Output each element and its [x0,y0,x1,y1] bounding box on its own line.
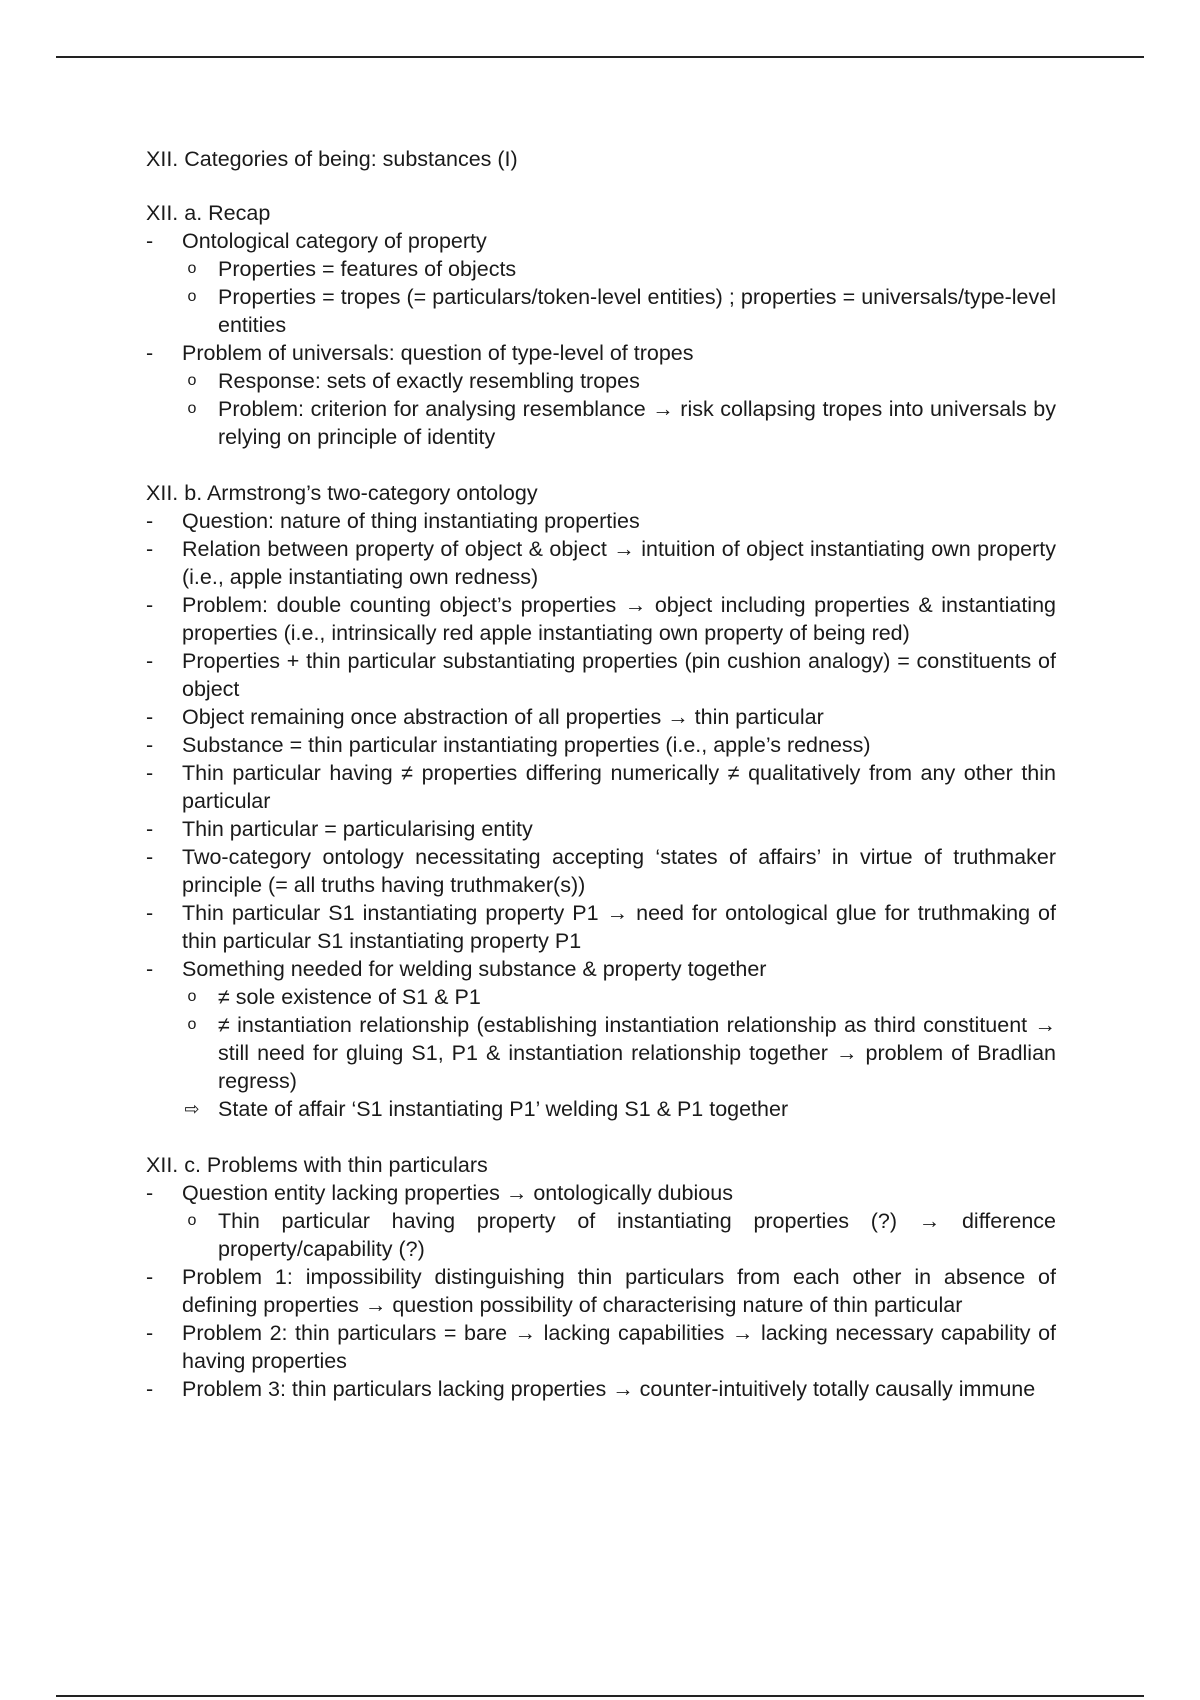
section [146,199,1056,451]
circle-bullet-icon: o [187,372,197,389]
sub-bullet-item [146,1095,1056,1123]
footer-rule [56,1695,1144,1697]
bullet-item: - Thin particular having ≠ properties differing numerically ≠ qualitatively from any other thin particular [146,759,1056,815]
bullet-item: - Problem 2: thin particulars = bare → lacking capabilities → lacking necessary capability of having properties [146,1319,1056,1375]
circle-bullet-icon: o [187,260,197,277]
sub-bullet-text: Response: sets of exactly resembling tropes [218,369,640,393]
bullet-item: - Problem 1: impossibility distinguishing thin particulars from each other in absence of defining properties → question possibility of characterising nature of thin particular [146,1263,1056,1319]
sub-bullet-text: State of affair ‘S1 instantiating P1’ welding S1 & P1 together [218,1097,789,1121]
bullet-item: - Thin particular = particularising entity [146,815,1056,843]
sub-bullet-item [146,1011,1056,1095]
bullet-item: - Properties + thin particular substantiating properties (pin cushion analogy) = constituents of object [146,647,1056,703]
page-title: XII. Categories of being: substances (I) [146,147,518,171]
sections-container [146,199,1056,1403]
document-body [146,145,1056,1431]
bullet-item: - Thin particular S1 instantiating property P1 → need for ontological glue for truthmaking of thin particular S1 instantiating property P1 [146,899,1056,955]
sub-bullet-text: Properties = features of objects [218,257,517,281]
sub-bullet-item [146,283,1056,339]
bullet-item: - Problem 3: thin particulars lacking properties → counter-intuitively totally causally immune [146,1375,1056,1403]
bullet-item: - Problem: double counting object’s properties → object including properties & instantiating properties (i.e., intrinsically red apple instantiating own property of being red) [146,591,1056,647]
bullet-item: - Problem of universals: question of type-level of tropes [146,339,1056,367]
bullet-item: - Question: nature of thing instantiating properties [146,507,1056,535]
sub-bullet-text: ≠ sole existence of S1 & P1 [218,985,481,1009]
bullet-item: - Two-category ontology necessitating accepting ‘states of affairs’ in virtue of truthmaker principle (= all truths having truthmaker(s)) [146,843,1056,899]
bullet-item: - Relation between property of object & object → intuition of object instantiating own property (i.e., apple instantiating own redness) [146,535,1056,591]
sub-bullet-item [146,1207,1056,1263]
circle-bullet-icon: o [187,1016,197,1033]
section [146,479,1056,1123]
circle-bullet-icon: o [187,400,197,417]
bullet-item: - Something needed for welding substance & property together [146,955,1056,983]
sub-bullet-text: Problem: criterion for analysing resemblance → risk collapsing tropes into universals by relying on principle of identity [218,397,1056,449]
sub-bullet-item [146,983,1056,1011]
section-title: XII. a. Recap [146,201,271,225]
sub-bullet-item [146,395,1056,451]
sub-bullet-text: Thin particular having property of instantiating properties (?) → difference property/capability (?) [218,1209,1056,1261]
section-title: XII. c. Problems with thin particulars [146,1153,488,1177]
circle-bullet-icon: o [187,288,197,305]
bullet-list [146,227,1056,451]
section [146,1151,1056,1403]
bullet-item: - Object remaining once abstraction of all properties → thin particular [146,703,1056,731]
section-title: XII. b. Armstrong’s two-category ontology [146,481,538,505]
sub-bullet-text: ≠ instantiation relationship (establishing instantiation relationship as third constituent → still need for gluing S1, P1 & instantiation relationship together → problem of Bradlian regress) [218,1013,1056,1093]
circle-bullet-icon: o [187,988,197,1005]
circle-bullet-icon: o [187,1212,197,1229]
bullet-list [146,1179,1056,1403]
bullet-item: - Ontological category of property [146,227,1056,255]
bullet-item: - Question entity lacking properties → ontologically dubious [146,1179,1056,1207]
arrow-bullet-icon: ⇨ [184,1099,200,1119]
sub-bullet-item [146,367,1056,395]
header-rule [56,56,1144,58]
sub-bullet-text: Properties = tropes (= particulars/token-level entities) ; properties = universals/type-level entities [218,285,1056,337]
bullet-list [146,507,1056,1123]
bullet-item: - Substance = thin particular instantiating properties (i.e., apple’s redness) [146,731,1056,759]
sub-bullet-item [146,255,1056,283]
